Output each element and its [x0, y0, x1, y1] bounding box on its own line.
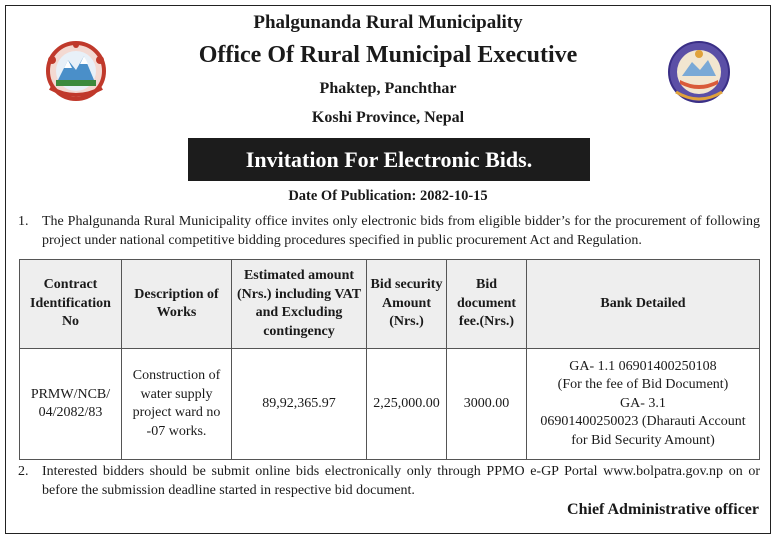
contract-id-cell: PRMW/NCB/ 04/2082/83	[20, 349, 122, 460]
table-header-row	[20, 260, 760, 349]
office-title: Office Of Rural Municipal Executive	[198, 42, 578, 68]
paragraph-2	[18, 463, 760, 500]
address-line-1: Phaktep, Panchthar	[319, 80, 457, 97]
bank-detail-line: GA- 3.1	[620, 395, 666, 411]
col-header-description: Description of Works	[122, 260, 232, 349]
table-row	[20, 349, 760, 460]
bid-details-table	[19, 259, 760, 460]
bank-detail-line: (For the fee of Bid Document)	[557, 377, 729, 393]
notice-title-banner: Invitation For Electronic Bids.	[188, 138, 590, 181]
bank-detail-line: for Bid Security Amount)	[571, 432, 715, 448]
paragraph-text: Interested bidders should be submit online bids electronically only through PPMO e-GP Portal www.bolpatra.gov.np on or before the submission deadline started in respective bid document.	[42, 464, 760, 498]
paragraph-number: 1.	[18, 214, 29, 229]
document-fee-cell: 3000.00	[447, 349, 527, 460]
paragraph-number: 2.	[18, 464, 29, 479]
bank-details-cell	[527, 349, 760, 460]
signatory-title: Chief Administrative officer	[567, 501, 759, 518]
col-header-bid-security: Bid security Amount (Nrs.)	[367, 260, 447, 349]
bank-detail-line: GA- 1.1 06901400250108	[569, 358, 717, 374]
col-header-estimated-amount: Estimated amount (Nrs.) including VAT and Excluding contingency	[232, 260, 367, 349]
paragraph-1	[18, 213, 760, 250]
col-header-contract-id: Contract Identification No	[20, 260, 122, 349]
bank-detail-line: 06901400250023 (Dharauti Account	[540, 414, 746, 430]
address-line-2: Koshi Province, Nepal	[311, 109, 465, 126]
col-header-document-fee: Bid document fee.(Nrs.)	[447, 260, 527, 349]
col-header-bank-details: Bank Detailed	[527, 260, 760, 349]
bid-security-cell: 2,25,000.00	[367, 349, 447, 460]
municipality-name: Phalgunanda Rural Municipality	[253, 12, 523, 33]
estimated-amount-cell: 89,92,365.97	[232, 349, 367, 460]
paragraph-text: The Phalgunanda Rural Municipality office invites only electronic bids from eligible bidder’s for the procurement of following project under national competitive bidding procedures specified in public procurement Act and Regulation.	[42, 214, 760, 248]
description-cell: Construction of water supply project ward no -07 works.	[122, 349, 232, 460]
publication-date: Date Of Publication: 2082-10-15	[288, 188, 488, 204]
